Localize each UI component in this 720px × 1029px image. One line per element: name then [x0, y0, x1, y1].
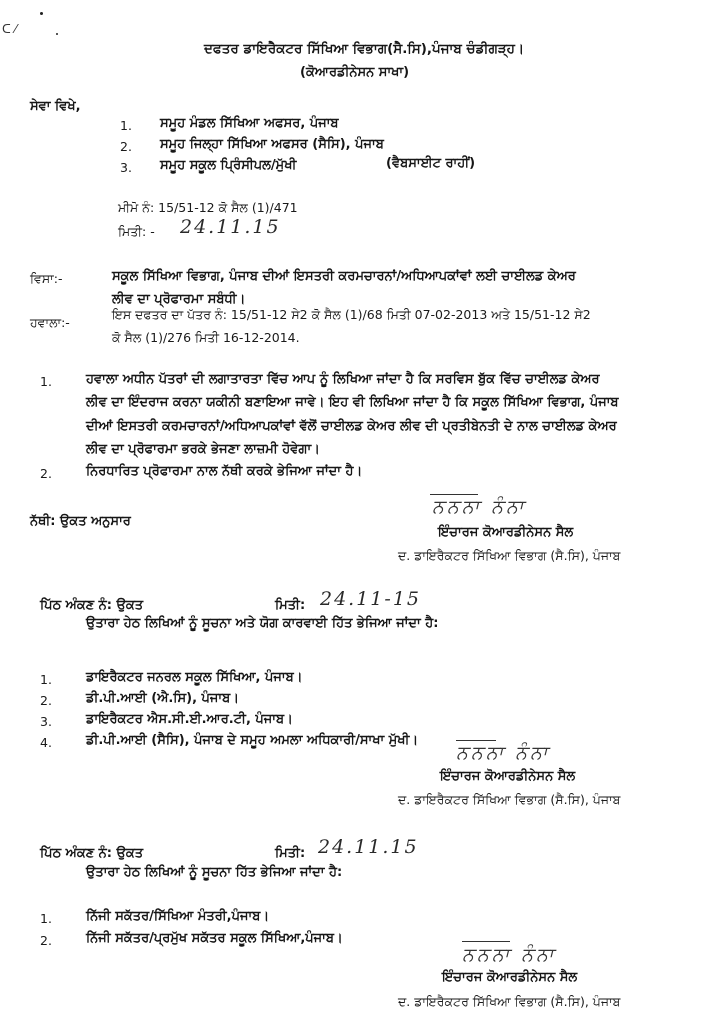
memo-date-handwritten: 24.11.15: [180, 216, 281, 238]
endorsement-date-handwritten: 24.11-15: [320, 588, 421, 610]
point-line: ਲੀਵ ਦਾ ਇੰਦਰਾਜ ਕਰਨਾ ਯਕੀਨੀ ਬਣਾਇਆ ਜਾਵੇ। ਇਹ ਵੀ ਲਿਖਿਆ ਜਾਂਦਾ ਹੈ ਕਿ ਸਕੂਲ ਸਿੱਖਿਆ ਵਿਭਾਗ, ਪੰਜਾਬ: [86, 395, 619, 410]
copy-recipient: ਨਿੱਜੀ ਸਕੱਤਰ/ਸਿੱਖਿਆ ਮੰਤਰੀ,ਪੰਜਾਬ।: [86, 909, 270, 924]
signatory-office: ਦ. ਡਾਇਰੈਕਟਰ ਸਿੱਖਿਆ ਵਿਭਾਗ (ਸੈ.ਸਿ), ਪੰਜਾਬ: [398, 792, 621, 807]
copy-number: 2.: [40, 933, 52, 948]
point-line: ਨਿਰਧਾਰਿਤ ਪ੍ਰੋਫਾਰਮਾ ਨਾਲ ਨੱਥੀ ਕਰਕੇ ਭੇਜਿਆ ਜਾਂਦਾ ਹੈ।: [86, 464, 363, 479]
memo-date-label: ਮਿਤੀ: -: [118, 224, 155, 239]
point-number: 2.: [40, 466, 52, 481]
reference-line: ਇਸ ਦਫਤਰ ਦਾ ਪੱਤਰ ਨੰ: 15/51-12 ਸੇ2 ਕੋ ਸੈਲ (1)/68 ਮਿਤੀ 07-02-2013 ਅਤੇ 15/51-12 ਸੇ2: [112, 307, 591, 322]
signature-stroke: [430, 494, 478, 495]
point-line: ਲੀਵ ਦਾ ਪ੍ਰੋਫਾਰਮਾ ਭਰਕੇ ਭੇਜਣਾ ਲਾਜ਼ਮੀ ਹੋਵੇਗਾ।: [86, 442, 320, 457]
addressee-item: ਸਮੂਹ ਸਕੂਲ ਪ੍ਰਿੰਸੀਪਲ/ਮੁੱਖੀ: [160, 158, 297, 173]
subject-label: ਵਿਸਾ:-: [30, 271, 63, 286]
point-line: ਹਵਾਲਾ ਅਧੀਨ ਪੱਤਰਾਂ ਦੀ ਲਗਾਤਾਰਤਾ ਵਿੱਚ ਆਪ ਨੂੰ ਲਿਖਿਆ ਜਾਂਦਾ ਹੈ ਕਿ ਸਰਵਿਸ ਬੁੱਕ ਵਿੱਚ ਚਾਈਲਡ ਕੇਅਰ: [86, 372, 600, 387]
addressee-item: ਸਮੂਹ ਮੰਡਲ ਸਿੱਖਿਆ ਅਫਸਰ, ਪੰਜਾਬ: [160, 116, 339, 131]
reference-line: ਕੋ ਸੈਲ (1)/276 ਮਿਤੀ 16-12-2014.: [112, 330, 300, 345]
scan-speck: [40, 12, 43, 15]
signatory-title: ਇੰਚਾਰਜ ਕੋਆਰਡੀਨੇਸਨ ਸੈਲ: [442, 970, 578, 985]
signatory-office: ਦ. ਡਾਇਰੈਕਟਰ ਸਿੱਖਿਆ ਵਿਭਾਗ (ਸੈ.ਸਿ), ਪੰਜਾਬ: [398, 548, 621, 563]
endorsement-date-label: ਮਿਤੀ:: [275, 598, 306, 613]
enclosure-note: ਨੱਥੀ: ਉਕਤ ਅਨੁਸਾਰ: [30, 514, 131, 529]
addressee-number: 2.: [120, 139, 132, 154]
signature-handwritten: ਨਨਨਾ ਨੰਨਾ: [462, 944, 557, 966]
scan-speck: [56, 33, 58, 35]
office-heading: ਦਫਤਰ ਡਾਇਰੈਕਟਰ ਸਿੱਖਿਆ ਵਿਭਾਗ(ਸੈ.ਸਿ),ਪੰਜਾਬ ਚੰਡੀਗੜ੍ਹ।: [204, 41, 525, 57]
signatory-office: ਦ. ਡਾਇਰੈਕਟਰ ਸਿੱਖਿਆ ਵਿਭਾਗ (ਸੈ.ਸਿ), ਪੰਜਾਬ: [398, 994, 621, 1009]
copy-number: 1.: [40, 672, 52, 687]
subject-line: ਸਕੂਲ ਸਿੱਖਿਆ ਵਿਭਾਗ, ਪੰਜਾਬ ਦੀਆਂ ਇਸਤਰੀ ਕਰਮਚਾਰਨਾਂ/ਅਧਿਆਪਕਾਂਵਾਂ ਲਈ ਚਾਈਲਡ ਕੇਅਰ: [112, 269, 576, 284]
branch-heading: (ਕੋਆਰਡੀਨੇਸਨ ਸਾਖਾ): [300, 65, 410, 80]
reference-label: ਹਵਾਲਾ:-: [30, 315, 70, 330]
point-number: 1.: [40, 374, 52, 389]
endorsement-date-label: ਮਿਤੀ:: [275, 846, 306, 861]
point-line: ਦੀਆਂ ਇਸਤਰੀ ਕਰਮਚਾਰਨਾਂ/ਅਧਿਆਪਕਾਂਵਾਂ ਵੱਲੋਂ ਚਾਈਲਡ ਕੇਅਰ ਲੀਵ ਦੀ ਪ੍ਰਤੀਬੇਨਤੀ ਦੇ ਨਾਲ ਚਾਈਲਡ ਕੇਅਰ: [86, 419, 617, 434]
signatory-title: ਇੰਚਾਰਜ ਕੋਆਰਡੀਨੇਸਨ ਸੈਲ: [440, 769, 576, 784]
copy-recipient: ਡਾਇਰੈਕਟਰ ਐਸ.ਸੀ.ਈ.ਆਰ.ਟੀ, ਪੰਜਾਬ।: [86, 712, 293, 727]
scan-mark: ᑕ ⁄: [2, 22, 17, 36]
copy-number: 1.: [40, 911, 52, 926]
copy-recipient: ਡੀ.ਪੀ.ਆਈ (ਐ.ਸਿ), ਪੰਜਾਬ।: [86, 691, 240, 706]
signature-stroke: [456, 740, 496, 741]
addressee-item: ਸਮੂਹ ਜਿਲ੍ਹਾ ਸਿੱਖਿਆ ਅਫਸਰ (ਸੈਸਿ), ਪੰਜਾਬ: [160, 137, 384, 152]
signature-handwritten: ਨਨਨਾ ਨੰਨਾ: [456, 742, 551, 764]
signature-handwritten: ਨਨਨਾ ਨੰਨਾ: [432, 496, 527, 518]
copy-number: 4.: [40, 735, 52, 750]
memo-number: ਮੀਮੋ ਨੰ: 15/51-12 ਕੋ ਸੈਲ (1)/471: [118, 200, 298, 215]
addressee-number: 1.: [120, 118, 132, 133]
delivery-via: (ਵੈਬਸਾਈਟ ਰਾਹੀਂ): [386, 156, 476, 171]
endorsement-intro: ਉਤਾਰਾ ਹੇਠ ਲਿਖਿਆਂ ਨੂੰ ਸੂਚਨਾ ਹਿੱਤ ਭੇਜਿਆ ਜਾਂਦਾ ਹੈ:: [86, 865, 343, 880]
copy-recipient: ਡੀ.ਪੀ.ਆਈ (ਸੈਸਿ), ਪੰਜਾਬ ਦੇ ਸਮੂਹ ਅਮਲਾ ਅਧਿਕਾਰੀ/ਸਾਖਾ ਮੁੱਖੀ।: [86, 733, 419, 748]
copy-recipient: ਡਾਇਰੈਕਟਰ ਜਨਰਲ ਸਕੂਲ ਸਿੱਖਿਆ, ਪੰਜਾਬ।: [86, 670, 303, 685]
signature-stroke: [462, 941, 510, 942]
copy-number: 2.: [40, 693, 52, 708]
subject-line: ਲੀਵ ਦਾ ਪ੍ਰੋਫਾਰਮਾ ਸਬੰਧੀ।: [112, 292, 246, 307]
endorsement-date-handwritten: 24.11.15: [318, 836, 419, 858]
endorsement-number: ਪਿੱਠ ਅੰਕਣ ਨੰ: ਉਕਤ: [40, 846, 144, 861]
endorsement-number: ਪਿੱਠ ਅੰਕਣ ਨੰ: ਉਕਤ: [40, 598, 144, 613]
signatory-title: ਇੰਚਾਰਜ ਕੋਆਰਡੀਨੇਸਨ ਸੈਲ: [438, 525, 574, 540]
addressee-number: 3.: [120, 160, 132, 175]
endorsement-intro: ਉਤਾਰਾ ਹੇਠ ਲਿਖਿਆਂ ਨੂੰ ਸੂਚਨਾ ਅਤੇ ਯੋਗ ਕਾਰਵਾਈ ਹਿੱਤ ਭੇਜਿਆ ਜਾਂਦਾ ਹੈ:: [86, 616, 439, 631]
salutation: ਸੇਵਾ ਵਿਖੇ,: [30, 99, 81, 114]
copy-number: 3.: [40, 714, 52, 729]
copy-recipient: ਨਿੱਜੀ ਸਕੱਤਰ/ਪ੍ਰਮੁੱਖ ਸਕੱਤਰ ਸਕੂਲ ਸਿੱਖਿਆ,ਪੰਜਾਬ।: [86, 931, 343, 946]
